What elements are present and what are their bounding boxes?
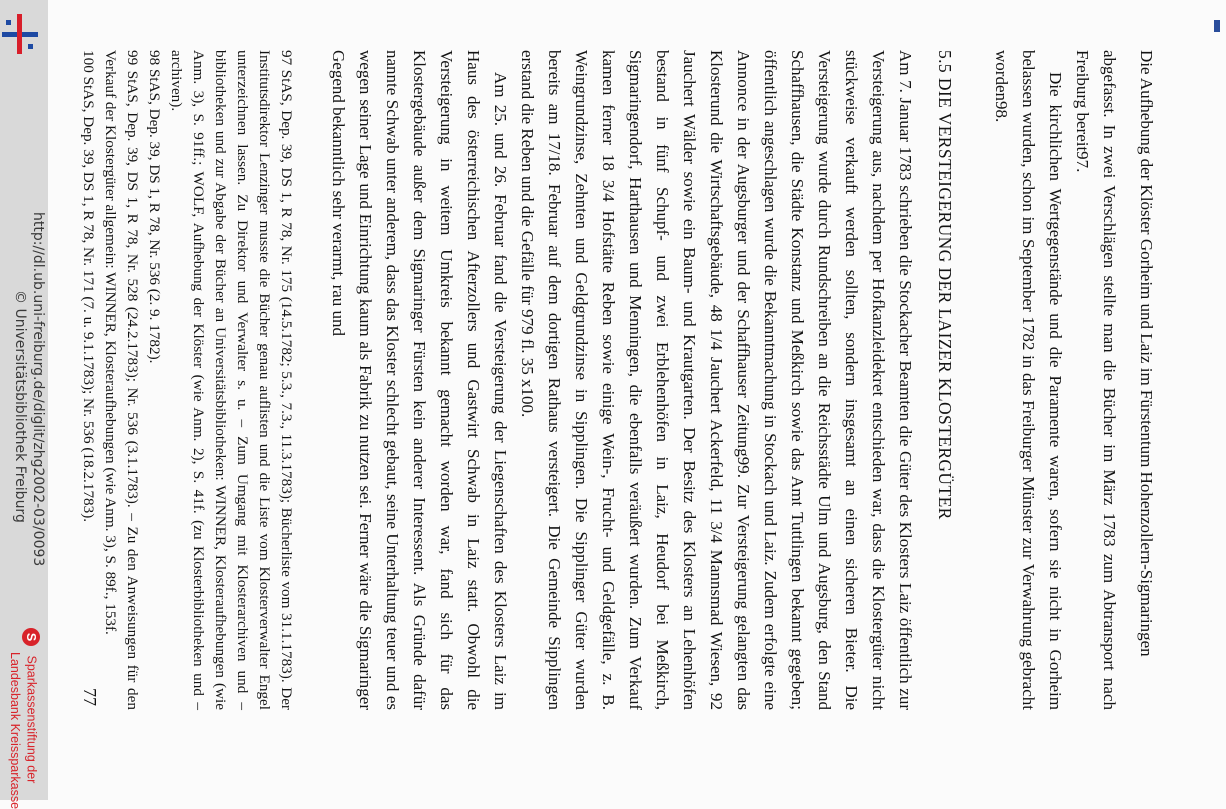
section-heading: 5.5 DIE VERSTEIGERUNG DER LAIZER KLOSTERGÜTER xyxy=(935,50,955,520)
footnote: 99 StAS, Dep. 39, DS 1, R 78, Nr. 528 (24.2.1783); Nr. 536 (3.1.1783). – Zu den Anweisungen für den Verkauf der Klostergüter allgemein: WINNER, Klosteraufhebungen (wie Anm. 3), S. 89f., 153f. xyxy=(102,50,141,710)
footnotes xyxy=(77,50,297,710)
paragraph: Am 7. Januar 1783 schrieben die Stockacher Beamten die Güter des Klosters Laiz öffentlich zur Versteigerung aus, nachdem per Hofkanzleidekret entschieden war, dass die Klostergüter nicht stückweise verkauft werden sollten, sondern insgesamt an einen sicheren Bieter. Die Versteigerung wurde durch Rundschreiben an die Reichsstädte Ulm und Augsburg, den Stand Schaffhausen, die Städte Konstanz und Meßkirch sowie das Amt Tuttlingen bekannt gegeben; öffentlich angeschlagen wurde die Bekanntmachung in Stockach und Laiz. Zudem erfolgte eine Annonce in der Augsburger und der Schaffhauser Zeitung99. Zur Versteigerung gelangten das Klosterund die Wirtschaftsgebäude, 48 1/4 Jauchert Ackerfeld, 11 3/4 Mannsmad Wiesen, 92 Jauchert Wälder sowie ein Baum- und Krautgarten. Der Besitz des Klosters an Lehenhöfen bestand in fünf Schupf- und zwei Erblehenhöfen in Laiz, Heudorf bei Meßkirch, Sigmaringendorf, Harthausen und Menningen, die ebenfalls veräußert wurden. Zum Verkauf kamen ferner 18 3/4 Hofstätte Reben sowie einige Wein-, Frucht- und Geldgefälle, z. B. Weingrundzinse, Zehnten und Geldgrundzinse in Sipplingen. Die Sipplinger Güter wurden bereits am 17/18. Februar auf dem dortigen Rathaus versteigert. Die Gemeinde Sipplingen erstand die Reben und die Gefälle für 979 fl. 35 x100. xyxy=(518,50,915,710)
paragraph: Am 25. und 26. Februar fand die Versteigerung der Liegenschaften des Klosters Laiz im Haus des österreichischen Afterzollers und Gastwirt Schwab in Laiz statt. Obwohl die Versteigerung in weitem Umkreis bekannt gemacht worden war, fand sich für das Klostergebäude außer dem Sigmaringer Fürsten kein anderer Interessent. Als Gründe dafür nannte Schwab unter anderem, dass das Kloster schlecht gebaut, seine Unterhaltung teuer und es wegen seiner Lage und Einrichtung kaum als Fabrik zu nutzen sei. Ferner wäre die Sigmaringer Gegend bekanntlich sehr verarmt, rau und xyxy=(329,50,510,710)
repository-credit: © Universitätsbibliothek Freiburg xyxy=(12,290,28,523)
footnote: 97 StAS, Dep. 39, DS 1, R 78, Nr. 175 (14.5.1782; 5.3., 7.3., 11.3.1783); Bücherliste vom 31.1.1783). Der Institutsdirektor Lenzinger musste die Bücher genau auflisten und die Liste vom Klosterverwalter Engel unterzeichnen lassen. Zu Direktor und Verwalter s. u. – Zum Umgang mit Klosterarchiven und –bibliotheken und zur Abgabe der Bücher an Universitätsbibliotheken: WINNER, Klosteraufhebungen (wie Anm. 3), S. 91ff.; WOLF, Aufhebung der Klöster (wie Anm. 2), S. 41f. (zu Klosterbibliotheken und –archiven). xyxy=(168,50,295,710)
library-logo-icon xyxy=(2,14,38,54)
footnote: 98 StAS, Dep. 39, DS 1, R 78, Nr. 536 (2. 9. 1782). xyxy=(146,50,163,364)
sponsor-line2: Landesbank Kreissparkasse xyxy=(8,652,22,809)
repository-url[interactable]: http://dl.ub.uni-freiburg.de/diglit/zhg2002-03/0093 xyxy=(30,212,46,567)
running-title: Die Aufhebung der Klöster Gorheim und Laiz im Fürstentum Hohenzollern-Sigmaringen xyxy=(1137,50,1156,657)
sponsor-credit xyxy=(8,628,40,809)
corner-marker-icon xyxy=(1214,20,1220,32)
page-text xyxy=(77,50,1160,710)
paragraph: abgefasst. In zwei Verschlägen stellte man die Bücher im März 1783 zum Abtransport nach Freiburg bereit97. xyxy=(1073,50,1119,710)
sponsor-line1: Sparkassenstiftung der xyxy=(24,655,39,784)
footnote: 100 StAS, Dep. 39, DS 1, R 78, Nr. 171 (7. u. 9.1.1783); Nr. 536 (18.2.1783). xyxy=(80,50,97,523)
sparkasse-icon: S xyxy=(22,628,40,646)
paragraph: Die kirchlichen Wertgegenstände und die Paramente waren, sofern sie nicht in Gorheim belassen wurden, schon im September 1782 in das Freiburger Münster zur Verwahrung gebracht worden98. xyxy=(992,50,1065,710)
page-number: 77 xyxy=(80,688,100,706)
